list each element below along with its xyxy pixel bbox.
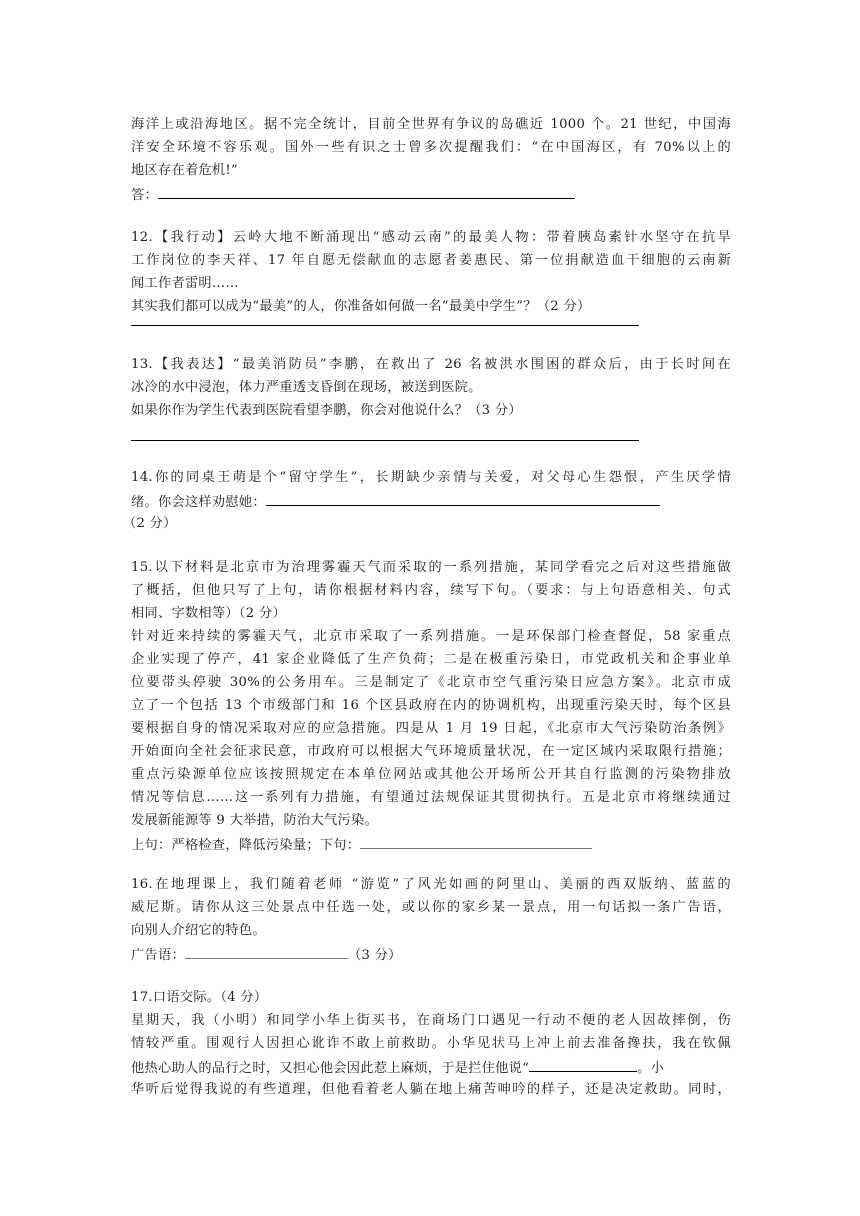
question-line: 工作岗位的李天祥、17 年自愿无偿献血的志愿者姜惠民、第一位捐献造血干细胞的云南新 — [131, 253, 731, 268]
question-line: 了概括，但他只写了上句，请你根据材料内容，续写下句。（要求：与上句语意相关、句式 — [131, 583, 731, 598]
ad-label: 广告语： — [131, 948, 185, 963]
score-label: （3 分） — [347, 948, 402, 963]
material-line: 企业实现了停产，41 家企业降低了生产负荷；二是在极重污染日，市党政机关和企事业单 — [131, 652, 731, 667]
answer-row — [131, 942, 731, 965]
material-line: 发展新能源等 9 大举措，防治大气污染。 — [131, 813, 378, 828]
material-line: 位要带头停驶 30%的公务用车。三是制定了《北京市空气重污染日应急方案》。北京市成 — [131, 675, 731, 690]
question-line: 威尼斯。请你从这三处景点中任选一处，或以你的家乡某一景点，用一句话拟一条广告语， — [131, 900, 731, 915]
question-line: 15.以下材料是北京市为治理雾霾天气而采取的一系列措施，某同学看完之后对这些措施做 — [131, 560, 731, 575]
question-line: 12.【我行动】云岭大地不断涌现出“感动云南”的最美人物：带着胰岛素针水坚守在抗旱 — [131, 230, 731, 245]
material-line: 重点污染源单位应该按照规定在本单位网站或其他公开场所公开其自行监测的污染物排放 — [131, 767, 731, 782]
question-line: 冰冷的水中浸泡，体力严重透支昏倒在现场，被送到医院。 — [131, 380, 482, 395]
question-line: 13.【我表达】“最美消防员”李鹏，在救出了 26 名被洪水围困的群众后，由于长时间在 — [131, 357, 731, 372]
question-line: 华听后觉得我说的有些道理，但他看着老人躺在地上痛苦呻吟的样子，还是决定救助。同时， — [131, 1082, 731, 1097]
question-title: 17.口语交际。（4 分） — [131, 990, 268, 1005]
question-prompt: 其实我们都可以成为“最美”的人，你准备如何做一名“最美中学生”？（2 分） — [131, 299, 591, 314]
passage-line: 地区存在着危机!” — [131, 163, 239, 178]
material-line: 开始面向全社会征求民意，市政府可以根据大气环境质量状况，在一定区域内采取限行措施； — [131, 744, 731, 759]
answer-line-13[interactable] — [131, 440, 639, 441]
material-line: 要根据自身的情况采取对应的应急措施。四是从 1 月 19 日起，《北京市大气污染防治条例》 — [131, 721, 731, 736]
answer-row — [131, 489, 731, 512]
question-15 — [131, 556, 731, 855]
question-14 — [123, 466, 731, 535]
answer-row — [131, 1055, 731, 1078]
answer-line-12[interactable] — [131, 325, 639, 326]
passage-line: 洋安全环境不容乐观。国外一些有识之士曾多次提醒我们：“在中国海区，有 70%以上的 — [131, 140, 731, 155]
question-line: 他热心助人的品行之时，又担心他会因此惹上麻烦，于是拦住他说“ — [131, 1061, 530, 1076]
question-17 — [131, 986, 731, 1101]
question-13 — [131, 353, 731, 422]
intro-passage — [131, 113, 731, 205]
answer-blank[interactable] — [158, 182, 575, 199]
answer-blank[interactable] — [360, 832, 592, 849]
question-prompt: 如果你作为学生代表到医院看望李鹏，你会对他说什么？（3 分） — [131, 403, 522, 418]
question-line: 绪。你会这样劝慰她： — [131, 495, 266, 510]
material-line: 立了一个包括 13 个市级部门和 16 个区县政府在内的协调机构，出现重污染天时，每个区县 — [131, 698, 731, 713]
question-line: 。小 — [637, 1061, 665, 1076]
question-line: 闻工作者雷明…… — [131, 276, 239, 291]
material-line: 针对近来持续的雾霾天气，北京市采取了一系列措施。一是环保部门检查督促，58 家重点 — [131, 629, 731, 644]
question-12 — [131, 226, 731, 318]
question-line: 向别人介绍它的特色。 — [131, 923, 266, 938]
question-line: 16.在地理课上，我们随着老师 “游览”了风光如画的阿里山、美丽的西双版纳、蓝蓝的 — [131, 877, 731, 892]
answer-prefix: 上句：严格检查，降低污染量；下句： — [131, 838, 361, 853]
question-line: 星期天，我（小明）和同学小华上街买书，在商场门口遇见一行动不便的老人因故摔倒，伤 — [131, 1013, 731, 1028]
question-line: 14.你的同桌王萌是个“留守学生”，长期缺少亲情与关爱，对父母心生怨恨，产生厌学情 — [131, 470, 731, 485]
answer-blank[interactable] — [266, 489, 660, 506]
question-line: 相同、字数相等）（2 分） — [131, 606, 286, 621]
question-16 — [131, 873, 731, 965]
answer-label: 答： — [131, 188, 158, 203]
answer-blank[interactable] — [185, 942, 348, 959]
answer-blank[interactable] — [529, 1055, 637, 1072]
answer-row — [131, 182, 731, 205]
passage-line: 海洋上或沿海地区。据不完全统计，目前全世界有争议的岛礁近 1000 个。21 世纪，中国海 — [131, 117, 731, 132]
score-label: （2 分） — [123, 516, 177, 531]
question-line: 情较严重。围观行人因担心讹诈不敢上前救助。小华见状马上冲上前去准备搀扶，我在钦佩 — [131, 1036, 731, 1051]
answer-row — [131, 832, 731, 855]
material-line: 情况等信息……这一系列有力措施，有望通过法规保证其贯彻执行。五是北京市将继续通过 — [131, 790, 731, 805]
